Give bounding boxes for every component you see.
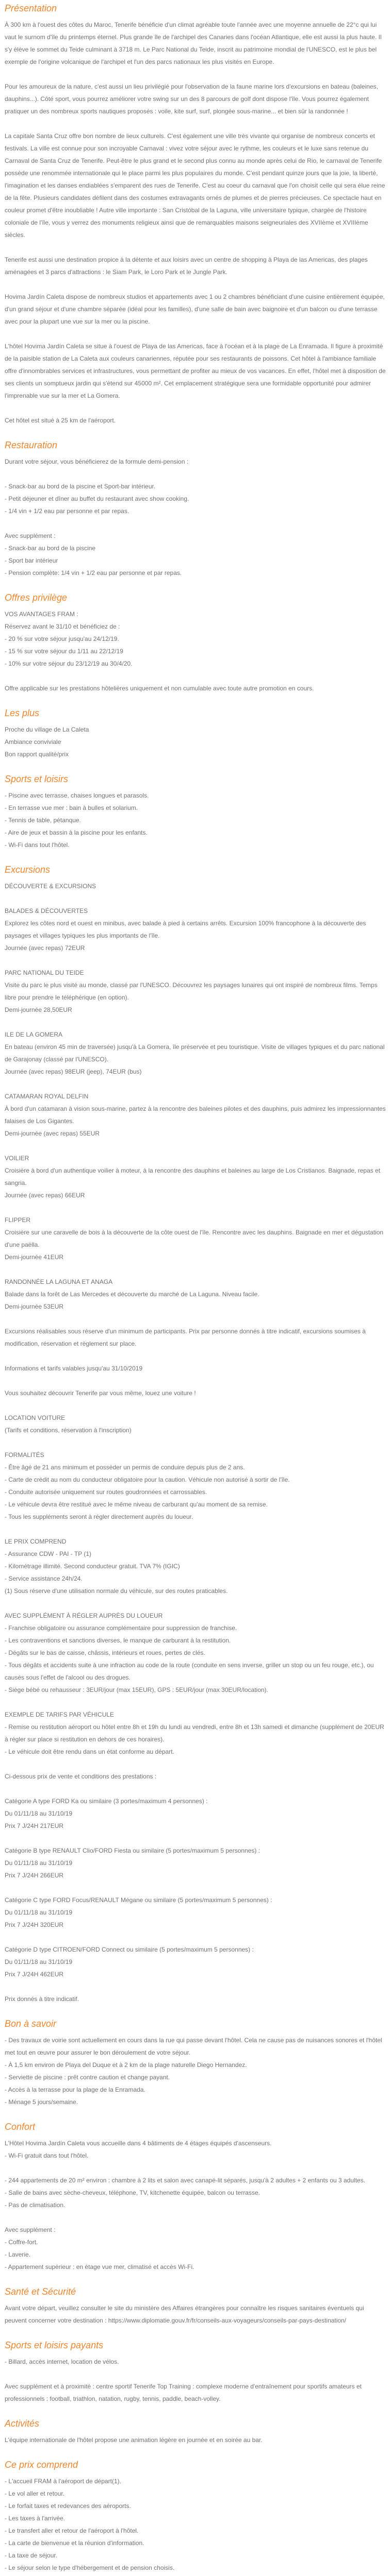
excursion-item: FLIPPER Croisière sur une caravelle de bois à la découverte de la côte ouest de l'île. Rencontre avec les dauphins. Baignade en mer et dégustation d'une paëlla. Demi-journée 41EUR — [5, 1216, 384, 1261]
section-heading: Excursions — [5, 865, 51, 875]
car-rental-prices-intro: Ci-dessous prix de vente et conditions des prestations : — [5, 1773, 157, 1780]
offers-conditions: Offre applicable sur les prestations hôtelières uniquement et non cumulable avec toute autre promotion en cours. — [5, 685, 314, 692]
presentation-paragraph: À 300 km à l'ouest des côtes du Maroc, Tenerife bénéficie d'un climat agréable toute l'année avec une moyenne annuelle de 22°c qui lui vaut le surnom d'île du printemps éternel. Plus grande île de l'archipel des Canaries dans l'océan Atlantique, elle est aussi la plus haute. Il s'y élève le sommet du Teide culminant à 3718 m. Le Parc National du Teide, inscrit au patrimoine mondial de l'UNESCO, est le plus bel exemple de l'origine volcanique de l'archipel et l'un des parcs nationaux les plus visités en Europe. — [5, 21, 382, 65]
car-prices-note: Prix donnés à titre indicatif. — [5, 1995, 79, 2003]
excursion-item: ILE DE LA GOMERA En bateau (environ 45 min de traversée) jusqu'à La Gomera, île préservée et peu touristique. Visite de villages typiques et du parc national de Garajonay (classé par l'UNESCO). Journée (avec repas) 98EUR (jeep), 74EUR (bus) — [5, 1031, 385, 1075]
section-ce-prix-comprend — [5, 2459, 386, 2576]
car-category: Catégorie B type RENAULT Clio/FORD Fiesta ou similaire (5 portes/maximum 5 personnes) : Du 01/11/18 au 31/10/19 Prix 7 J/24H 266EUR — [5, 1847, 260, 1879]
excursion-item: PARC NATIONAL DU TEIDE Visite du parc le plus visité au monde, classé par l'UNESCO. Découvrez les paysages lunaires qui ont inspiré de nombreux films. Temps libre pour prendre le téléphérique (en option). Demi-journée 28,50EUR — [5, 969, 378, 1013]
section-activites — [5, 2417, 386, 2446]
activities-paragraph: L'équipe internationale de l'hôtel propose une animation légère en journée et en soirée au bar. — [5, 2436, 263, 2444]
car-rental-formalities: FORMALITÉS - Être âgé de 21 ans minimum et posséder un permis de conduire depuis plus de 2 ans. - Carte de crédit au nom du conducteur obligatoire pour la caution. Véhicule non autorisé à sortir de l'île. - Conduite autorisée uniquement sur routes goudronnées et carrossables. - Le véhicule devra être restitué avec le même niveau de carburant qu'au moment de sa remise. - Tous les suppléments seront à régler directement auprès du loueur. — [5, 1451, 290, 1520]
section-heading: Confort — [5, 2122, 36, 2132]
excursions-note: Excursions réalisables sous réserve d'un minimum de participants. Prix par personne donnés à titre indicatif, excursions soumises à modification, réservation et règlement sur place. — [5, 1328, 366, 1347]
section-heading: Santé et Sécurité — [5, 2286, 76, 2297]
section-bon-a-savoir — [5, 2018, 386, 2108]
price-includes-list: - L'accueil FRAM à l'aéroport de départ(1). - Le vol aller et retour. - Le forfait taxes et redevances des aéroports. - Les taxes à l'arrivée. - Le transfert aller et retour de l'aéroport à l'hôtel. - La carte de bienvenue et la réunion d'information. - La taxe de séjour. - Le séjour selon le type d'hébergement et de pension choisis. — [5, 2478, 175, 2571]
section-sports-loisirs — [5, 773, 386, 851]
section-confort — [5, 2121, 386, 2273]
excursion-item: CATAMARAN ROYAL DELFIN À bord d'un catamaran à vision sous-marine, partez à la rencontre des baleines pilotes et des dauphins, puis admirez les impressionnantes falaises de Los Gigantes. Demi-journée (avec repas) 55EUR — [5, 1093, 386, 1137]
car-rental-included: LE PRIX COMPREND - Assurance CDW - PAI - TP (1) - Kilométrage illimité. Second conducteur gratuit. TVA 7% (IGIC) - Service assistance 24h/24. (1) Sous réserve d'une utilisation normale du véhicule, sur des routes praticables. — [5, 1538, 228, 1595]
excursions-validity: Informations et tarifs valables jusqu'au 31/10/2019 — [5, 1365, 143, 1372]
car-category: Catégorie C type FORD Focus/RENAULT Mégane ou similaire (5 portes/maximum 5 personnes) : Du 01/11/18 au 31/10/19 Prix 7 J/24H 320EUR — [5, 1896, 272, 1928]
section-heading: Présentation — [5, 3, 57, 13]
offers-list: VOS AVANTAGES FRAM : Réservez avant le 31/10 et bénéficiez de : - 20 % sur votre séjour jusqu'au 24/12/19. - 15 % sur votre séjour du 1/11 au 22/12/19 - 10% sur votre séjour du 23/12/19 au 30/4/20. — [5, 611, 133, 667]
comfort-supplement-list: Avec supplément : - Coffre-fort. - Laverie. - Appartement supérieur : en étage vue mer, climatisé et accès Wi-Fi. — [5, 2226, 194, 2270]
excursion-item: VOILIER Croisière à bord d'un authentique voilier à moteur, à la rencontre des dauphins et baleines au large de Los Cristianos. Baignade, repas et sangria. Journée (avec repas) 66EUR — [5, 1155, 381, 1199]
comfort-rooms-list: - 244 appartements de 20 m² environ : chambre à 2 lits et salon avec canapé-lit séparés, jusqu'à 2 adultes + 2 enfants ou 3 adultes. - Salle de bains avec sèche-cheveux, téléphone, TV, kitchenette équipée, balcon ou terrasse. - Pas de climatisation. — [5, 2177, 366, 2209]
excursions-subtitle: DÉCOUVERTE & EXCURSIONS — [5, 883, 96, 890]
car-category: Catégorie D type CITROEN/FORD Connect ou similaire (5 portes/maximum 5 personnes) : Du 01/11/18 au 31/10/19 Prix 7 J/24H 462EUR — [5, 1946, 254, 1978]
section-offres-privilege — [5, 591, 386, 694]
car-category: Catégorie A type FORD Ka ou similaire (3 portes/maximum 4 personnes) : Du 01/11/18 au 31/10/19 Prix 7 J/24H 217EUR — [5, 1798, 208, 1829]
car-rental-extras: AVEC SUPPLÉMENT À RÉGLER AUPRÈS DU LOUEUR - Franchise obligatoire ou assurance complémentaire pour suppression de franchise. - Les contraventions et sanctions diverses, le manque de carburant à la restitution. - Dégâts sur le bas de caisse, châssis, intérieurs et roues, pertes de clés. - Tous dégâts et accidents suite à une infraction au code de la route (conduite en sens inverse, griller un stop ou un feu rouge, etc.), ou causés sous l'effet de l'alcool ou des drogues. - Siège bébé ou rehausseur : 3EUR/jour (max 15EUR), GPS : 5EUR/jour (max 30EUR/location). — [5, 1612, 374, 1693]
car-rental-title: LOCATION VOITURE (Tarifs et conditions, réservation à l'inscription) — [5, 1414, 132, 1434]
presentation-paragraph: L'hôtel Hovima Jardín Caleta se situe à l'ouest de Playa de las Americas, face à l'océan et à la plage de La Enramada. Il figure à proximité de la paisible station de La Caleta aux couleurs canariennes, réputée pour ses restaurants de poissons. Cet hôtel à l'ambiance familiale offre d'innombrables services et infrastructures, vous permettant de profiter au mieux de vos vacances. En effet, l'hôtel met à disposition de ses clients un somptueux jardin qui s'étend sur 45000 m². Cet emplacement stratégique sera une formidable opportunité pour admirer l'imprenable vue sur la mer et La Gomera. — [5, 343, 386, 399]
excursion-item: RANDONNÉE LA LAGUNA ET ANAGA Balade dans la forêt de Las Mercedes et découverte du marché de La Laguna. Niveau facile. Demi-journée 53EUR — [5, 1278, 259, 1310]
section-heading: Les plus — [5, 708, 40, 718]
presentation-paragraph: Cet hôtel est situé à 25 km de l'aéroport. — [5, 417, 116, 424]
section-les-plus — [5, 707, 386, 760]
section-heading: Ce prix comprend — [5, 2460, 78, 2470]
presentation-paragraph: Hovima Jardín Caleta dispose de nombreux studios et appartements avec 1 ou 2 chambres bénéficiant d'une cuisine entièrement équipée, d'un grand séjour et d'une chambre séparée (idéal pour les familles), d'une salle de bain avec baignoire et d'un balcon ou d'une terrasse avec pour la plupart une vue sur la mer ou la piscine. — [5, 293, 385, 325]
sports-list: - Piscine avec terrasse, chaises longues et parasols. - En terrasse vue mer : bain à bulles et solarium. - Tennis de table, pétanque. - Aire de jeux et bassin à la piscine pour les enfants. - Wi-Fi dans tout l'hôtel. — [5, 792, 149, 849]
section-heading: Sports et loisirs — [5, 774, 69, 784]
excursion-item: BALADES & DÉCOUVERTES Explorez les côtes nord et ouest en minibus, avec balade à pied à certains arrêts. Excursion 100% francophone à la découverte des paysages et villages typiques les plus importants de l'île. Journée (avec repas) 72EUR — [5, 907, 366, 952]
car-rental-intro: Vous souhaitez découvrir Tenerife par vous même, louez une voiture ! — [5, 1389, 196, 1397]
highlights-list: Proche du village de La Caleta Ambiance conviviale Bon rapport qualité/prix — [5, 726, 89, 758]
section-heading: Activités — [5, 2418, 40, 2429]
restauration-list: - Snack-bar au bord de la piscine et Sport-bar intérieur. - Petit déjeuner et dîner au buffet du restaurant avec show cooking. - 1/4 vin + 1/2 eau par personne et par repas. — [5, 483, 189, 515]
section-heading: Bon à savoir — [5, 2019, 57, 2029]
section-restauration — [5, 439, 386, 579]
section-sante-securite — [5, 2285, 386, 2327]
section-sports-loisirs-payants — [5, 2339, 386, 2405]
presentation-paragraph: Pour les amoureux de la nature, c'est aussi un lieu privilégié pour l'observation de la faune marine lors d'excursions en bateau (baleines, dauphins...). Côté sport, vous pourrez améliorer votre swing sur un des 8 parcours de golf dont dispose l'île. Vous pourrez également pratiquer un des nombreux sports nautiques proposés : voile, kite surf, surf, plongée sous-marine... et bien sûr la randonnée ! — [5, 83, 378, 115]
presentation-paragraph: Tenerife est aussi une destination propice à la détente et aux loisirs avec un centre de shopping à Playa de las Americas, des plages aménagées et 3 parcs d'attractions : le Siam Park, le Loro Park et le Jungle Park. — [5, 256, 368, 276]
paid-sports-nearby: Avec supplément et à proximité : centre sportif Tenerife Top Training : complexe moderne d'entraînement pour sportifs amateurs et professionnels : football, triathlon, natation, rugby, tennis, paddle, beach-volley. — [5, 2383, 362, 2402]
comfort-paragraph: L'Hôtel Hovima Jardín Caleta vous accueille dans 4 bâtiments de 4 étages équipés d'ascenseurs. - Wi-Fi gratuit dans tout l'hôtel. — [5, 2140, 272, 2159]
car-rental-example: EXEMPLE DE TARIFS PAR VÉHICULE - Remise ou restitution aéroport ou hôtel entre 8h et 19h du lundi au vendredi, entre 8h et 13h samedi et dimanche (supplément de 20EUR à régler sur place si restitution en dehors de ces horaires). - Le véhicule doit être rendu dans un état conforme au départ. — [5, 1711, 384, 1755]
good-to-know-list: - Des travaux de voirie sont actuellement en cours dans la rue qui passe devant l'hôtel. Cela ne cause pas de nuisances sonores et l'hôtel met tout en œuvre pour assurer le bon déroulement de votre séjour. - À 1,5 km environ de Playa del Duque et à 2 km de la plage naturelle Diego Hernandez. - Serviette de piscine : prêt contre caution et change payant. - Accès à la terrasse pour la plage de la Enramada. - Ménage 5 jours/semaine. — [5, 2037, 382, 2106]
section-heading: Restauration — [5, 440, 58, 450]
section-heading: Offres privilège — [5, 592, 68, 603]
section-heading: Sports et loisirs payants — [5, 2340, 104, 2350]
presentation-paragraph: La capitale Santa Cruz offre bon nombre de lieux culturels. C'est également une ville très vivante qui organise de nombreux concerts et festivals. La ville est connue pour son incroyable Carnaval : vivez votre séjour avec le rythme, les couleurs et le luxe sans retenue du Carnaval de Santa Cruz de Tenerife. Peut-être le plus grand et le second plus connu au monde après celui de Rio, le carnaval de Tenerife possède une renommée internationale qui le place parmi les plus populaires du monde. C'est pendant quinze jours que la joie, la liberté, l'imagination et les danses endiablées s'emparent des rues de Tenerife. C'est au coeur du carnaval que l'on choisit celle qui sera élue reine de la fête. Plusieurs candidates défilent dans des costumes extravagants ornés de plumes et de pierres précieuses. Ce spectacle haut en couleur promet d'être inoubliable ! Autre ville importante : San Cristóbal de la Laguna, ville universitaire typique, chargée de l'histoire coloniale de l'île, vous y verrez des monuments religieux ainsi que de remarquables maisons seigneuriales des XVIIème et XVIIIème siècles. — [5, 132, 385, 239]
section-excursions — [5, 863, 386, 2005]
paid-sports-list: - Billard, accès internet, location de vélos. — [5, 2358, 119, 2365]
restauration-supplement-list: Avec supplément : - Snack-bar au bord de la piscine - Sport bar intérieur - Pension complète: 1/4 vin + 1/2 eau par personne et par repas. — [5, 532, 182, 577]
section-presentation — [5, 2, 386, 427]
health-safety-paragraph: Avant votre départ, veuillez consulter le site du ministère des Affaires étrangères pour connaître les risques sanitaires éventuels qui peuvent concerner votre destination : https://www.diplomatie.gouv.fr/fr/conseils-aux-voyageurs/conseils-par-pays-destination/ — [5, 2304, 364, 2324]
restauration-paragraph: Durant votre séjour, vous bénéficierez de la formule demi-pension : — [5, 458, 189, 465]
